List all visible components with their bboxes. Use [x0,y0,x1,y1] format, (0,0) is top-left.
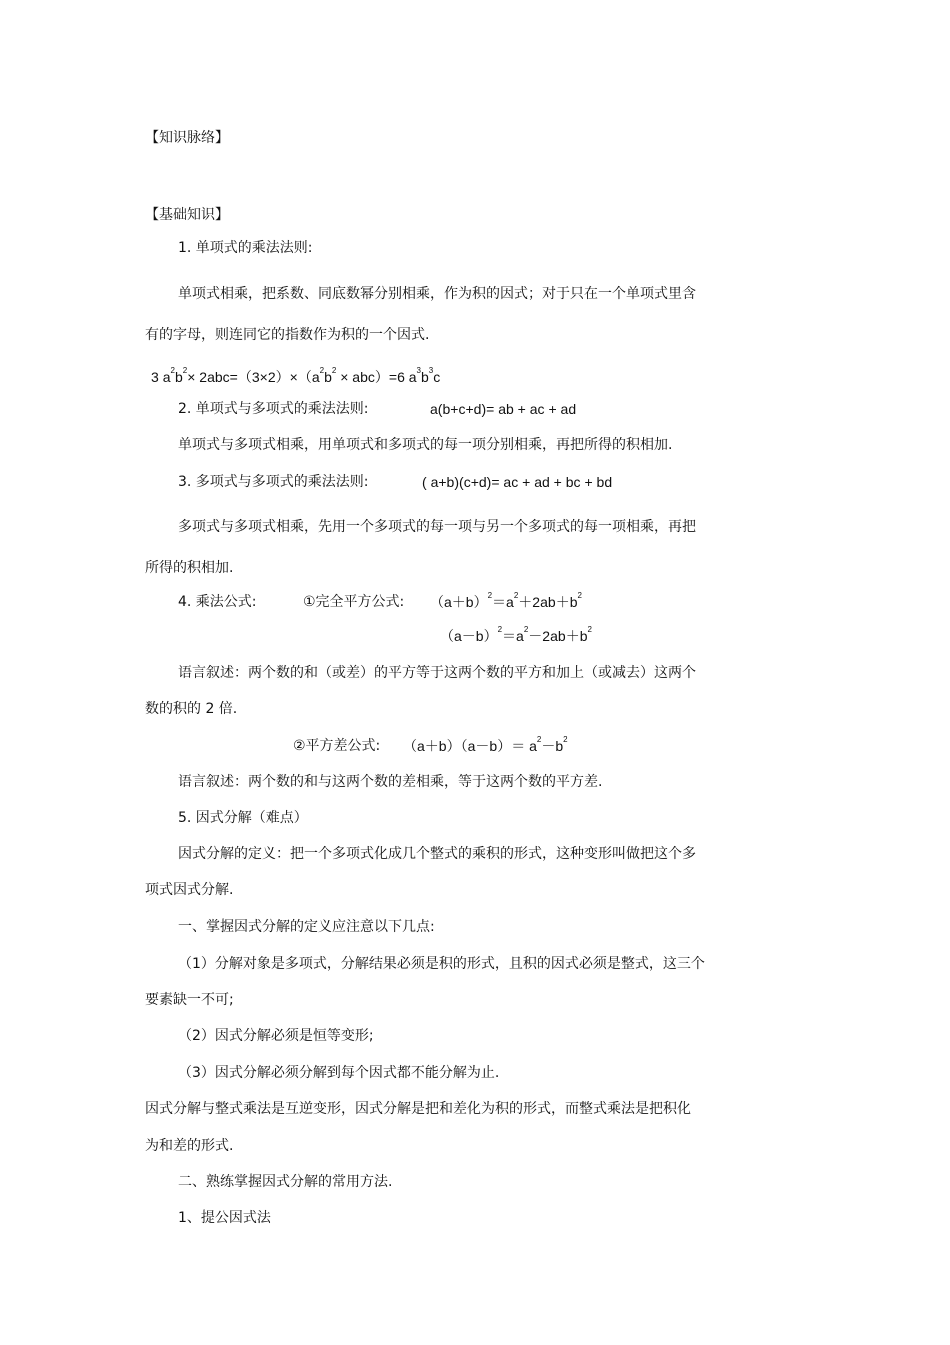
difference-of-squares-formula: $(a+b)(a-b)= a^2-b^2$ [403,735,568,754]
relation-line2: 为和差的形式. [145,1138,234,1154]
verbal-description-1-line1: 语言叙述：两个数的和（或差）的平方等于这两个数的平方和加上（或减去）这两个 [178,665,696,681]
subpoint2: （2）因式分解必须是恒等变形; [178,1028,374,1044]
factorization-definition-line2: 项式因式分解. [145,882,234,898]
item2-paragraph: 单项式与多项式相乘，用单项式和多项式的每一项分别相乘，再把所得的积相加. [178,437,673,453]
item3-paragraph-line1: 多项式与多项式相乘，先用一个多项式的每一项与另一个多项式的每一项相乘，再把 [178,519,696,535]
factorization-definition-line1: 因式分解的定义：把一个多项式化成几个整式的乘积的形式，这种变形叫做把这个多 [178,846,696,862]
item3-title: 3. 多项式与多项式的乘法法则: [178,474,369,490]
item2-formula: a(b+c+d)= ab + ac + ad [430,401,577,417]
section-heading-knowledge: 【知识脉络】 [145,130,229,146]
item4-title: 4. 乘法公式: [178,594,257,610]
item2-title: 2. 单项式与多项式的乘法法则: [178,401,369,417]
perfect-square-formula-2: $(a-b)^2=a^2-2ab+b^2$ [440,625,592,644]
difference-of-squares-label: ②平方差公式: [293,738,381,754]
item1-paragraph-line2: 有的字母，则连同它的指数作为积的一个因式. [145,327,430,343]
item5-title: 5. 因式分解（难点） [178,810,308,826]
item3-formula: ( a+b)(c+d)= ac + ad + bc + bd [422,474,613,490]
point1-heading: 一、掌握因式分解的定义应注意以下几点: [178,919,435,935]
item1-paragraph-line1: 单项式相乘，把系数、同底数幂分别相乘，作为积的因式；对于只在一个单项式里含 [178,286,696,302]
item3-paragraph-line2: 所得的积相加. [145,560,234,576]
verbal-description-2: 语言叙述：两个数的和与这两个数的差相乘，等于这两个数的平方差. [178,774,603,790]
relation-line1: 因式分解与整式乘法是互逆变形，因式分解是把和差化为积的形式，而整式乘法是把积化 [145,1101,691,1117]
method1-heading: 1、提公因式法 [178,1210,271,1226]
item1-example-formula: 3 $a^2b^2\times 2abc=(3\times 2)\times(a^2b^2 \times abc)=6$ $a^3b^3c$ [151,366,441,385]
subpoint3: （3）因式分解必须分解到每个因式都不能分解为止. [178,1065,500,1081]
section-heading-basics: 【基础知识】 [145,207,229,223]
item1-title: 1. 单项式的乘法法则: [178,240,313,256]
point2-heading: 二、熟练掌握因式分解的常用方法. [178,1174,393,1190]
verbal-description-1-line2: 数的积的 2 倍. [145,701,238,717]
perfect-square-label: ①完全平方公式: [303,594,405,610]
perfect-square-formula-1: $(a+b)^2=a^2+2ab+b^2$ [430,591,582,610]
subpoint1-line1: （1）分解对象是多项式，分解结果必须是积的形式，且积的因式必须是整式，这三个 [178,956,705,972]
subpoint1-line2: 要素缺一不可; [145,992,234,1008]
